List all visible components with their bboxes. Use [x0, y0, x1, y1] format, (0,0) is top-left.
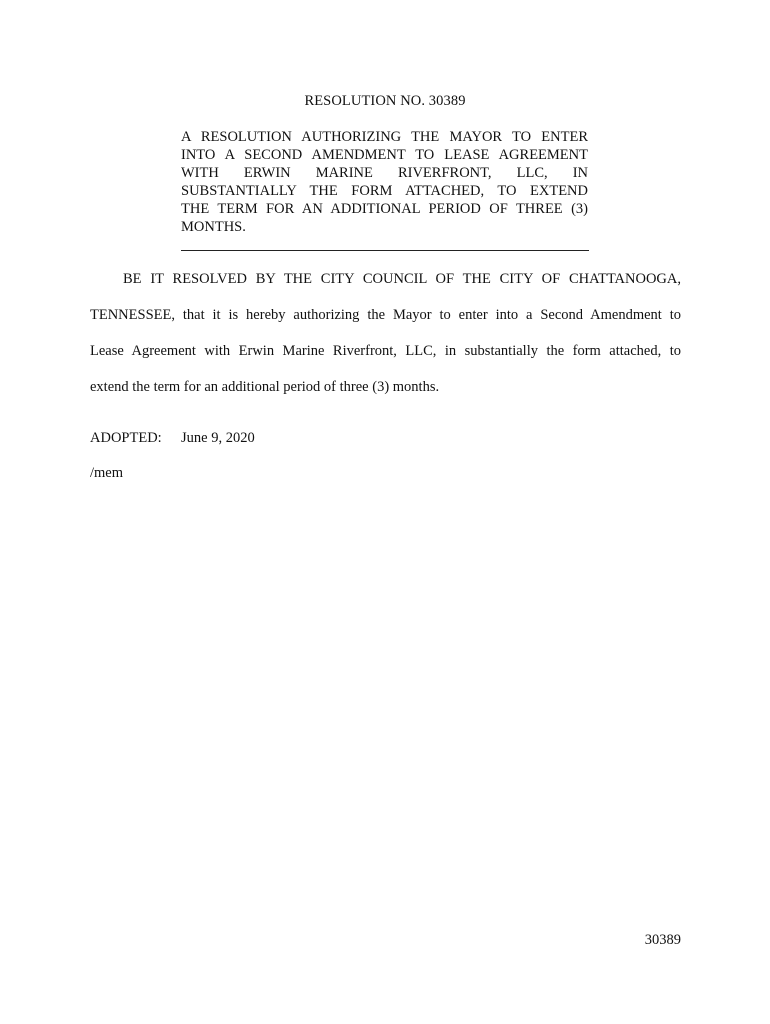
- adopted-date: June 9, 2020: [181, 430, 255, 446]
- adopted-label: ADOPTED:: [90, 430, 162, 446]
- caption-divider: [181, 250, 589, 251]
- body-line: BE IT RESOLVED BY THE CITY COUNCIL OF THE CITY OF CHATTANOOGA,: [123, 271, 681, 287]
- body-line: extend the term for an additional period of three (3) months.: [90, 379, 440, 395]
- body-line: TENNESSEE, that it is hereby authorizing the Mayor to enter into a Second Amendment to: [90, 307, 681, 323]
- resolution-caption: [181, 128, 588, 236]
- caption-line: INTO A SECOND AMENDMENT TO LEASE AGREEMENT: [181, 147, 588, 163]
- caption-line: MONTHS.: [181, 219, 246, 235]
- footer-resolution-number: 30389: [644, 932, 681, 948]
- typist-initials: /mem: [90, 465, 124, 481]
- resolution-number-heading: RESOLUTION NO. 30389: [304, 93, 466, 109]
- body-line: Lease Agreement with Erwin Marine Riverfront, LLC, in substantially the form attached, to: [90, 343, 681, 359]
- caption-line: THE TERM FOR AN ADDITIONAL PERIOD OF THREE (3): [181, 201, 588, 217]
- caption-line: WITH ERWIN MARINE RIVERFRONT, LLC, IN: [181, 165, 588, 181]
- caption-line: SUBSTANTIALLY THE FORM ATTACHED, TO EXTEND: [181, 183, 588, 199]
- adopted-line: [90, 430, 255, 447]
- caption-line: A RESOLUTION AUTHORIZING THE MAYOR TO ENTER: [181, 129, 588, 145]
